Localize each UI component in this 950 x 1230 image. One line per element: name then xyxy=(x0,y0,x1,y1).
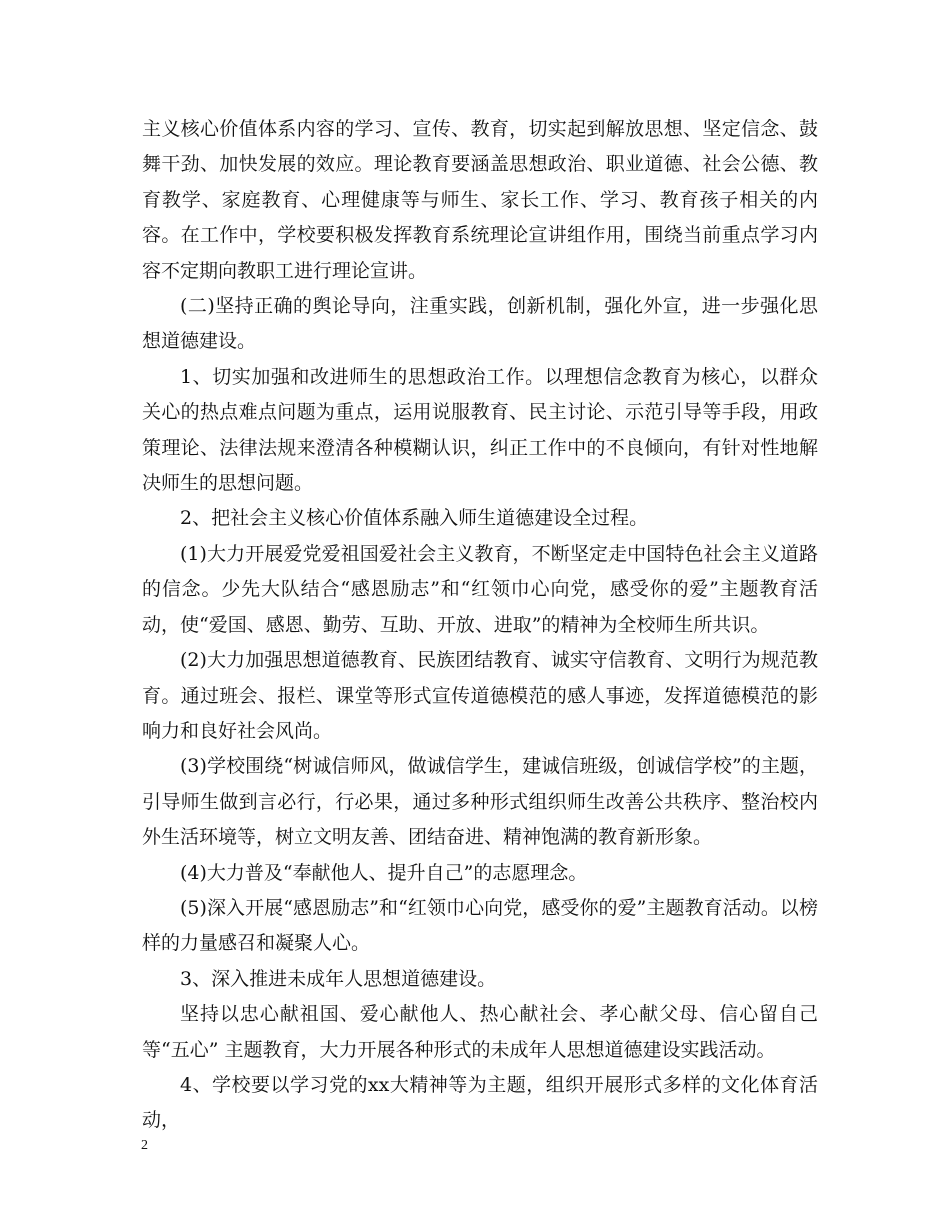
paragraph: (1)大力开展爱党爱祖国爱社会主义教育，不断坚定走中国特色社会主义道路的信念。少先大队结合“感恩励志”和“红领巾心向党，感受你的爱”主题教育活动，使“爱国、感恩、勤劳、互助、开放、进取”的精神为全校师生所共识。 xyxy=(142,542,818,636)
paragraph: 1、切实加强和改进师生的思想政治工作。以理想信念教育为核心，以群众关心的热点难点问题为重点，运用说服教育、民主讨论、示范引导等手段，用政策理论、法律法规来澄清各种模糊认识，纠正工作中的不良倾向，有针对性地解决师生的思想问题。 xyxy=(142,365,818,495)
paragraph: (4)大力普及“奉献他人、提升自己”的志愿理念。 xyxy=(180,861,588,884)
paragraph: (二)坚持正确的舆论导向，注重实践，创新机制，强化外宣，进一步强化思想道德建设。 xyxy=(142,295,818,353)
paragraph: (5)深入开展“感恩励志”和“红领巾心向党，感受你的爱”主题教育活动。以榜样的力量感召和凝聚人心。 xyxy=(142,896,818,955)
paragraph: 2、把社会主义核心价值体系融入师生道德建设全过程。 xyxy=(180,507,649,530)
paragraph: 3、深入推进未成年人思想道德建设。 xyxy=(180,967,497,990)
paragraph: (3)学校围绕“树诚信师风，做诚信学生，建诚信班级，创诚信学校”的主题，引导师生做到言必行，行必果，通过多种形式组织师生改善公共秩序、整治校内外生活环境等，树立文明友善、团结奋进、精神饱满的教育新形象。 xyxy=(142,755,818,849)
document-body xyxy=(142,112,818,1139)
paragraph: 主义核心价值体系内容的学习、宣传、教育，切实起到解放思想、坚定信念、鼓舞干劲、加快发展的效应。理论教育要涵盖思想政治、职业道德、社会公德、教育教学、家庭教育、心理健康等与师生、家长工作、学习、教育孩子相关的内容。在工作中，学校要积极发挥教育系统理论宣讲组作用，围绕当前重点学习内容不定期向教职工进行理论宣讲。 xyxy=(142,118,818,282)
paragraph: 坚持以忠心献祖国、爱心献他人、热心献社会、孝心献父母、信心留自己等“五心” 主题教育，大力开展各种形式的未成年人思想道德建设实践活动。 xyxy=(142,1003,818,1061)
paragraph: 4、学校要以学习党的xx大精神等为主题，组织开展形式多样的文化体育活动， xyxy=(142,1073,818,1132)
page-number: 2 xyxy=(141,1138,148,1153)
paragraph: (2)大力加强思想道德教育、民族团结教育、诚实守信教育、文明行为规范教育。通过班会、报栏、课堂等形式宣传道德模范的感人事迹，发挥道德模范的影响力和良好社会风尚。 xyxy=(142,649,818,742)
